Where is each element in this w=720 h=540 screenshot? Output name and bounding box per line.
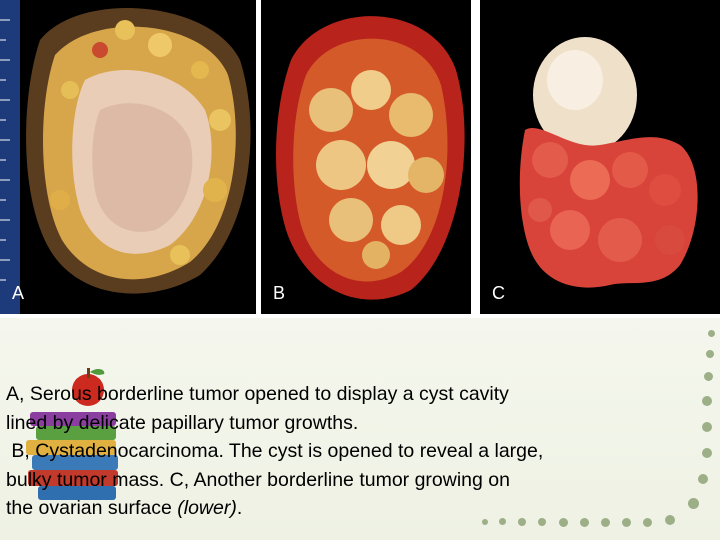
panel-label-a: A [12, 283, 25, 303]
caption-line-2: lined by delicate papillary tumor growths. [6, 411, 359, 434]
tumor-photo-c [480, 0, 720, 314]
caption-line-4: bulky tumor mass. C, Another borderline tumor growing on [6, 468, 510, 491]
panel-label-b: B [273, 283, 286, 303]
tumor-photo-a [0, 0, 256, 314]
photo-panel-a [0, 0, 256, 314]
caption-line-1: A, Serous borderline tumor opened to display a cyst cavity [6, 383, 509, 405]
panel-label-c: C [492, 283, 505, 303]
figure-caption [6, 380, 718, 523]
caption-line-3: B, Cystadenocarcinoma. The cyst is opened to reveal a large, [6, 440, 544, 462]
caption-period: . [236, 497, 243, 519]
caption-line-5: the ovarian surface [6, 497, 178, 519]
caption-italic-lower: (lower) [177, 497, 237, 519]
photo-panel-c [480, 0, 720, 314]
tumor-photo-b [261, 0, 471, 314]
photo-panel-b [261, 0, 471, 314]
